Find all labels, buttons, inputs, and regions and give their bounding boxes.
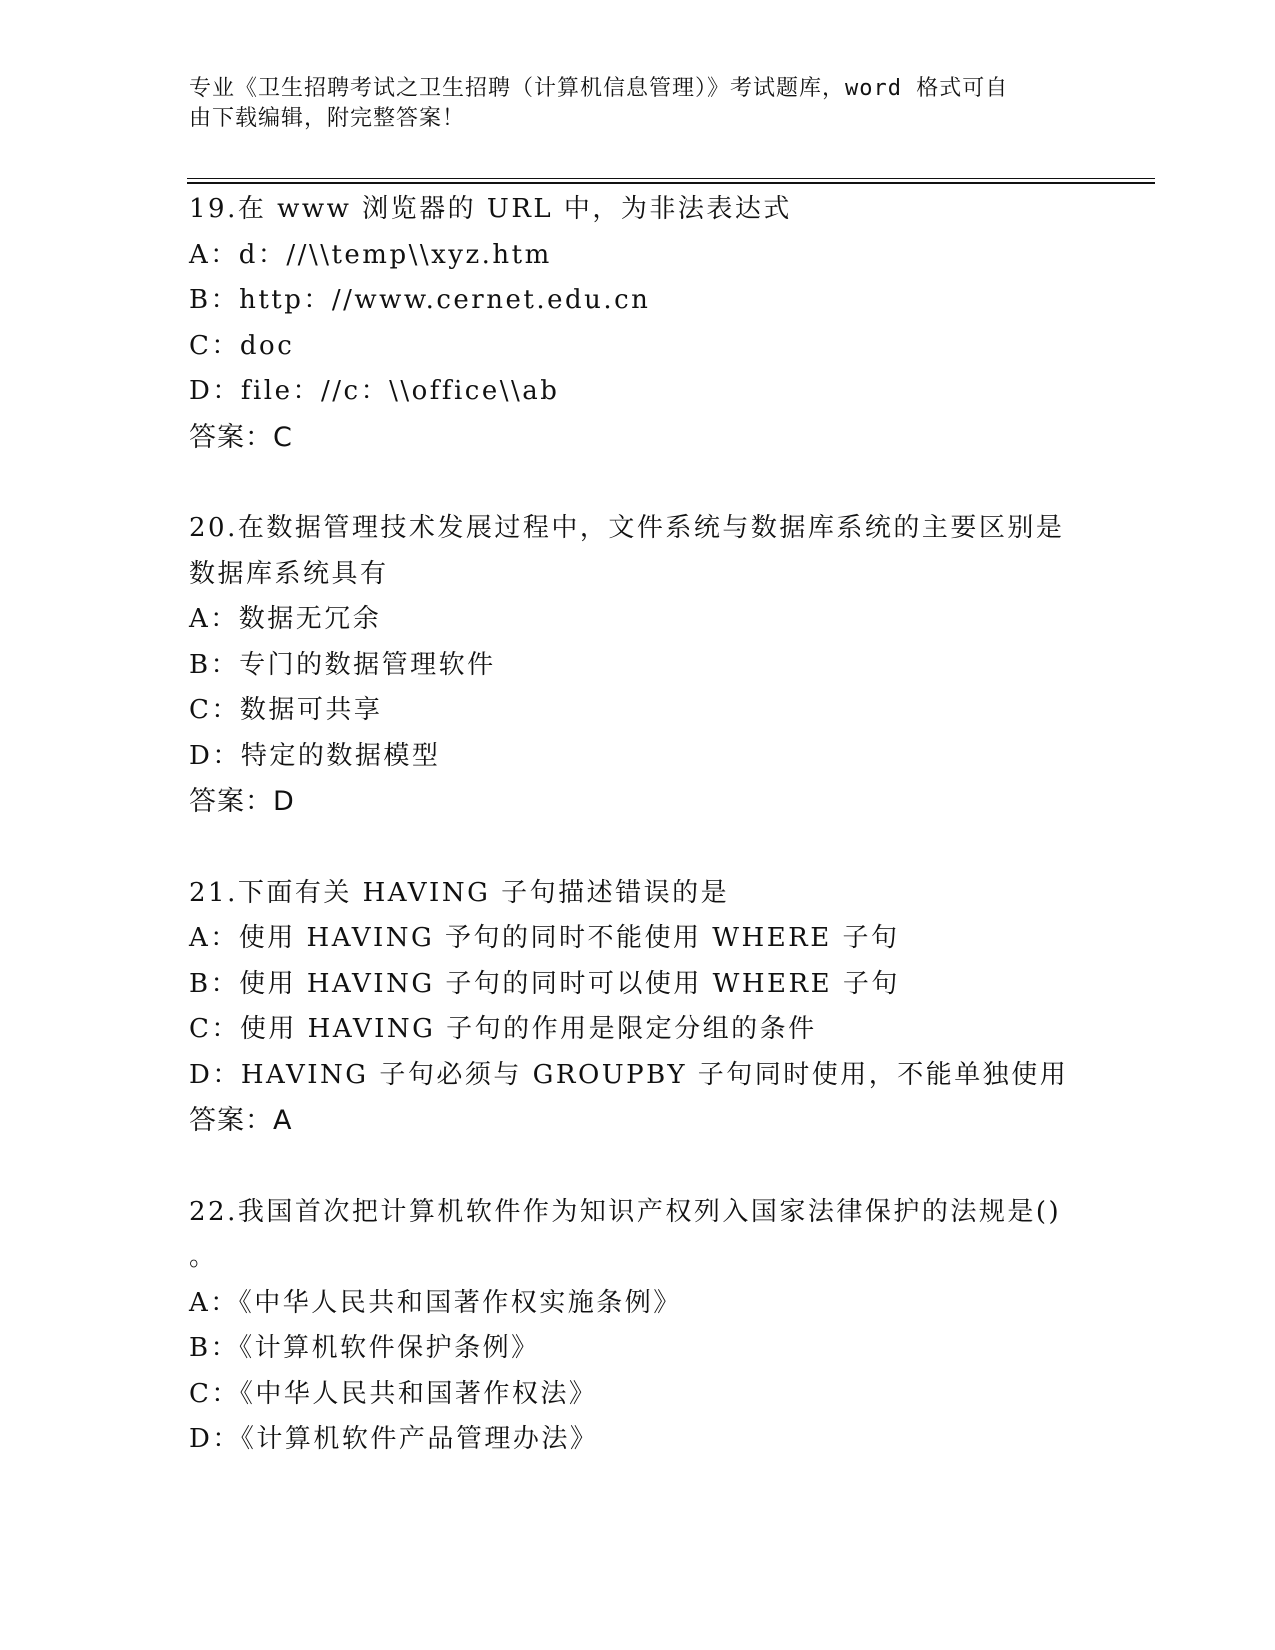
question-stem: 20.在数据管理技术发展过程中，文件系统与数据库系统的主要区别是 (189, 513, 1065, 543)
question-22 (189, 1190, 1089, 1463)
answer: 答案：C (189, 421, 293, 453)
header-divider-thick (187, 182, 1155, 184)
option-d: D：HAVING 子句必须与 GROUPBY 子句同时使用，不能单独使用 (189, 1059, 1069, 1090)
option-a: A：d：//\\temp\\xyz.htm (189, 239, 552, 270)
question-20 (189, 506, 1089, 825)
option-a: A：数据无冗余 (189, 604, 382, 634)
option-c: C：使用 HAVING 子句的作用是限定分组的条件 (189, 1014, 817, 1044)
answer: 答案：A (189, 1105, 293, 1136)
answer: 答案：D (189, 786, 295, 817)
header-divider-thin (187, 178, 1155, 179)
question-stem-continued: 数据库系统具有 (189, 558, 389, 589)
question-stem: 22.我国首次把计算机软件作为知识产权列入国家法律保护的法规是() (189, 1196, 1062, 1227)
question-21 (189, 871, 1089, 1144)
option-a: A：《中华人民共和国著作权实施条例》 (189, 1287, 682, 1318)
option-d: D：《计算机软件产品管理办法》 (189, 1424, 599, 1454)
question-stem: 19.在 www 浏览器的 URL 中，为非法表达式 (189, 194, 792, 224)
option-b: B：《计算机软件保护条例》 (189, 1333, 540, 1363)
option-c: C：数据可共享 (189, 695, 383, 725)
option-a: A：使用 HAVING 予句的同时不能使用 WHERE 子句 (189, 923, 900, 953)
option-b: B：专门的数据管理软件 (189, 649, 496, 680)
question-stem: 21.下面有关 HAVING 子句描述错误的是 (189, 877, 730, 908)
question-stem-continued: 。 (189, 1242, 218, 1272)
option-d: D：file：//c：\\office\\ab (189, 376, 560, 406)
option-b: B：使用 HAVING 子句的同时可以使用 WHERE 子句 (189, 968, 900, 999)
header-line-2: 由下载编辑，附完整答案！ (189, 106, 466, 131)
option-d: D：特定的数据模型 (189, 740, 441, 771)
question-19 (189, 187, 1089, 460)
question-list (189, 187, 1089, 1463)
option-b: B：http：//www.cernet.edu.cn (189, 285, 651, 315)
document-header (189, 74, 1089, 134)
option-c: C：《中华人民共和国著作权法》 (189, 1378, 598, 1409)
header-line-1: 专业《卫生招聘考试之卫生招聘（计算机信息管理）》考试题库，word 格式可自 (189, 76, 1009, 101)
option-c: C：doc (189, 330, 295, 361)
